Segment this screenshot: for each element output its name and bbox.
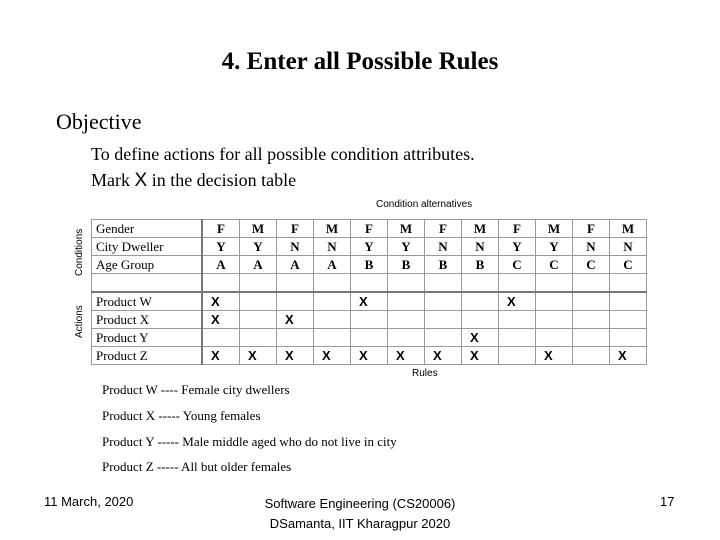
action-name: Product Z bbox=[92, 347, 203, 365]
mark-x-symbol: X bbox=[134, 170, 148, 191]
action-cell: X bbox=[499, 292, 536, 311]
action-cell: X bbox=[388, 347, 425, 365]
condition-name: City Dweller bbox=[92, 238, 203, 256]
separator-cell bbox=[388, 274, 425, 293]
condition-cell: F bbox=[202, 220, 240, 238]
condition-cell: M bbox=[314, 220, 351, 238]
condition-cell: C bbox=[573, 256, 610, 274]
condition-cell: B bbox=[388, 256, 425, 274]
condition-cell: N bbox=[314, 238, 351, 256]
action-cell: X bbox=[240, 347, 277, 365]
condition-cell: Y bbox=[351, 238, 388, 256]
separator-cell bbox=[425, 274, 462, 293]
separator-cell bbox=[610, 274, 647, 293]
footer-author: DSamanta, IIT Kharagpur 2020 bbox=[269, 516, 451, 531]
action-cell bbox=[277, 329, 314, 347]
objective-line-1: To define actions for all possible condition attributes. bbox=[91, 144, 475, 164]
action-cell bbox=[388, 292, 425, 311]
action-cell bbox=[351, 311, 388, 329]
rules-label: Rules bbox=[412, 368, 438, 379]
action-cell bbox=[425, 329, 462, 347]
action-cell: X bbox=[536, 347, 573, 365]
condition-cell: M bbox=[462, 220, 499, 238]
action-cell: X bbox=[202, 311, 240, 329]
condition-cell: A bbox=[314, 256, 351, 274]
explanation-product-y: Product Y ----- Male middle aged who do not live in city bbox=[102, 434, 397, 449]
action-cell bbox=[425, 292, 462, 311]
decision-table bbox=[91, 219, 647, 365]
action-cell: X bbox=[202, 292, 240, 311]
action-cell bbox=[499, 311, 536, 329]
conditions-side-label: Conditions bbox=[74, 228, 85, 276]
condition-cell: A bbox=[277, 256, 314, 274]
action-cell bbox=[573, 347, 610, 365]
action-cell bbox=[610, 311, 647, 329]
footer-date: 11 March, 2020 bbox=[44, 494, 134, 509]
separator-cell bbox=[536, 274, 573, 293]
action-row bbox=[92, 311, 647, 329]
condition-cell: N bbox=[610, 238, 647, 256]
separator-cell bbox=[92, 274, 203, 293]
condition-name: Gender bbox=[92, 220, 203, 238]
explanation-product-w: Product W ---- Female city dwellers bbox=[102, 382, 290, 397]
action-cell bbox=[536, 292, 573, 311]
condition-cell: M bbox=[610, 220, 647, 238]
page-number: 17 bbox=[660, 494, 675, 509]
action-cell bbox=[499, 347, 536, 365]
footer-course bbox=[200, 494, 520, 534]
action-cell bbox=[202, 329, 240, 347]
action-cell bbox=[573, 311, 610, 329]
condition-cell: C bbox=[536, 256, 573, 274]
condition-cell: B bbox=[425, 256, 462, 274]
separator-cell bbox=[202, 274, 240, 293]
condition-cell: Y bbox=[240, 238, 277, 256]
action-cell: X bbox=[610, 347, 647, 365]
explanation-product-x: Product X ----- Young females bbox=[102, 408, 261, 423]
separator-cell bbox=[240, 274, 277, 293]
condition-row bbox=[92, 238, 647, 256]
separator-cell bbox=[573, 274, 610, 293]
condition-cell: M bbox=[536, 220, 573, 238]
action-cell: X bbox=[462, 347, 499, 365]
action-row bbox=[92, 292, 647, 311]
objective-heading: Objective bbox=[56, 109, 142, 134]
action-cell: X bbox=[351, 292, 388, 311]
action-cell bbox=[240, 292, 277, 311]
action-cell bbox=[351, 329, 388, 347]
condition-alternatives-label: Condition alternatives bbox=[376, 199, 473, 210]
slide-title: 4. Enter all Possible Rules bbox=[221, 48, 499, 75]
action-cell bbox=[610, 329, 647, 347]
action-cell: X bbox=[314, 347, 351, 365]
condition-cell: N bbox=[573, 238, 610, 256]
condition-cell: F bbox=[351, 220, 388, 238]
action-cell bbox=[462, 292, 499, 311]
condition-name: Age Group bbox=[92, 256, 203, 274]
action-cell: X bbox=[277, 347, 314, 365]
condition-cell: Y bbox=[536, 238, 573, 256]
objective-line-2-end: in the decision table bbox=[147, 170, 297, 190]
condition-cell: Y bbox=[388, 238, 425, 256]
separator-cell bbox=[462, 274, 499, 293]
action-name: Product X bbox=[92, 311, 203, 329]
condition-cell: A bbox=[240, 256, 277, 274]
separator-cell bbox=[499, 274, 536, 293]
action-cell: X bbox=[425, 347, 462, 365]
action-cell bbox=[388, 311, 425, 329]
condition-cell: F bbox=[573, 220, 610, 238]
objective-line-2-start: Mark bbox=[91, 170, 135, 190]
action-cell bbox=[277, 292, 314, 311]
action-cell: X bbox=[202, 347, 240, 365]
condition-row bbox=[92, 256, 647, 274]
action-cell: X bbox=[277, 311, 314, 329]
action-cell bbox=[499, 329, 536, 347]
condition-cell: N bbox=[277, 238, 314, 256]
separator-cell bbox=[277, 274, 314, 293]
action-cell bbox=[240, 329, 277, 347]
separator-row bbox=[92, 274, 647, 293]
condition-cell: F bbox=[425, 220, 462, 238]
action-cell bbox=[388, 329, 425, 347]
objective-line-2 bbox=[91, 170, 296, 192]
separator-cell bbox=[351, 274, 388, 293]
action-cell bbox=[536, 311, 573, 329]
action-cell bbox=[425, 311, 462, 329]
action-name: Product W bbox=[92, 292, 203, 311]
action-name: Product Y bbox=[92, 329, 203, 347]
action-cell bbox=[314, 311, 351, 329]
condition-cell: M bbox=[388, 220, 425, 238]
action-cell: X bbox=[462, 329, 499, 347]
action-cell bbox=[536, 329, 573, 347]
explanation-product-z: Product Z ----- All but older females bbox=[102, 459, 292, 474]
condition-cell: M bbox=[240, 220, 277, 238]
separator-cell bbox=[314, 274, 351, 293]
footer-course-title: Software Engineering (CS20006) bbox=[264, 496, 456, 511]
condition-cell: Y bbox=[499, 238, 536, 256]
condition-cell: A bbox=[202, 256, 240, 274]
action-cell bbox=[610, 292, 647, 311]
condition-cell: B bbox=[351, 256, 388, 274]
action-cell bbox=[462, 311, 499, 329]
condition-cell: F bbox=[277, 220, 314, 238]
action-cell bbox=[314, 292, 351, 311]
condition-cell: Y bbox=[202, 238, 240, 256]
condition-cell: B bbox=[462, 256, 499, 274]
condition-cell: C bbox=[499, 256, 536, 274]
action-row bbox=[92, 347, 647, 365]
condition-cell: N bbox=[425, 238, 462, 256]
action-cell bbox=[314, 329, 351, 347]
condition-cell: N bbox=[462, 238, 499, 256]
condition-cell: F bbox=[499, 220, 536, 238]
actions-side-label: Actions bbox=[74, 305, 85, 338]
action-cell bbox=[573, 329, 610, 347]
action-cell bbox=[573, 292, 610, 311]
action-row bbox=[92, 329, 647, 347]
condition-cell: C bbox=[610, 256, 647, 274]
condition-row bbox=[92, 220, 647, 238]
action-cell bbox=[240, 311, 277, 329]
action-cell: X bbox=[351, 347, 388, 365]
